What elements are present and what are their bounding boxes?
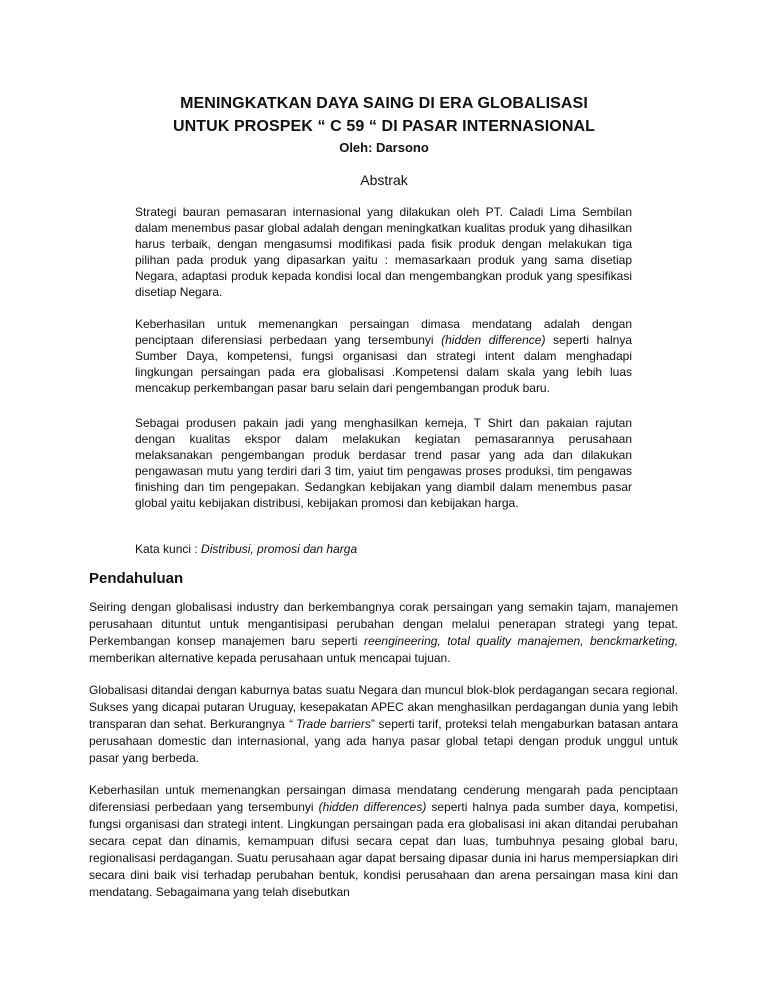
body-p2-italic: “ Trade barriers — [288, 717, 371, 731]
abstract-p2-italic: (hidden difference) — [441, 333, 546, 347]
body-p2-text-b: ” seperti tarif, proteksi telah mengaburkan batasan antara perusahaan domestic dan internasional, yang ada hanya pasar global tetapi dengan produk unggul untuk pasar yang berbeda. — [89, 717, 679, 765]
abstract-p2-text-b: seperti halnya Sumber Daya, kompetensi, fungsi organisasi dan strategi intent dalam menghadapi lingkungan persaingan pada era globalisasi .Kompetensi dalam skala yang lebih luas mencakup perkembangan pasar baru selain dari pengembangan produk baru. — [135, 333, 633, 395]
body-p2-text-a: Globalisasi ditandai dengan kaburnya batas suatu Negara dan muncul blok-blok perdagangan secara regional. Sukses yang dicapai putaran Uruguay, kesepakatan APEC akan menghasilkan perdagangan dunia yang lebih transparan dan sehat. Berkurangnya — [89, 683, 678, 731]
body-p1-text-b: memberikan alternative kepada perusahaan untuk mencapai tujuan. — [89, 651, 451, 665]
title-line-1: MENINGKATKAN DAYA SAING DI ERA GLOBALISASI — [180, 95, 588, 112]
keywords-label: Kata kunci : — [135, 542, 202, 556]
body-paragraph-3 — [89, 782, 678, 901]
body-p1-italic: reengineering, total quality manajemen, benckmarketing, — [364, 634, 678, 648]
keywords-value: Distribusi, promosi dan harga — [201, 542, 358, 556]
abstract-paragraph-3: Sebagai produsen pakain jadi yang menghasilkan kemeja, T Shirt dan pakaian rajutan dengan kualitas ekspor dalam melakukan kegiatan pemasarannya perusahaan melaksanakan pengembangan produk berdasar trend pasar yang ada dan dilakukan pengawasan mutu yang terdiri dari 3 tim, yaiut tim pengawas proses produksi, tim pengawas finishing dan tim pengepakan. Sedangkan kebijakan yang diambil dalam menembus pasar global yaitu kebijakan distribusi, kebijakan promosi dan kebijakan harga. — [135, 416, 632, 510]
abstract-paragraph-1: Strategi bauran pemasaran internasional yang dilakukan oleh PT. Caladi Lima Sembilan dalam menembus pasar global adalah dengan meningkatkan kualitas produk yang dihasilkan harus terbaik, dengan mengasumsi modifikasi pada fisik produk dengan melakukan tiga pilihan pada produk yang dipasarkan yaitu : memasarkaan produk yang sama disetiap Negara, adaptasi produk kepada kondisi local dan mengembangkan produk yang spesifikasi disetiap Negara. — [135, 205, 632, 299]
keywords — [135, 542, 357, 556]
body-p3-text-b: seperti halnya pada sumber daya, kompetisi, fungsi organisasi dan strategi intent. Lingkungan persaingan pada era globalisasi ini akan ditandai perubahan secara cepat dan dinamis, kemampuan difusi secara cepat dan luas, tumbuhnya pesaing global baru, regionalisasi perdagangan. Suatu perusahaan agar dapat bersaing dipasar dunia ini harus mempersiapkan diri secara dini baik visi terhadap perubahan bentuk, kondisi perusahaan dan arena persaingan masa kini dan mendatang. Sebagaimana yang telah disebutkan — [89, 800, 679, 899]
body-p3-text-a: Keberhasilan untuk memenangkan persaingan dimasa mendatang cenderung mengarah pada penciptaan diferensiasi perbedaan yang tersembunyi — [89, 783, 678, 814]
body-paragraph-1 — [89, 599, 678, 667]
abstract-paragraph-2 — [135, 316, 632, 396]
body-p3-italic: (hidden differences) — [318, 800, 427, 814]
abstract-heading: Abstrak — [360, 172, 408, 188]
section-heading: Pendahuluan — [89, 570, 184, 587]
title-line-2: UNTUK PROSPEK “ C 59 “ DI PASAR INTERNASIONAL — [172, 118, 596, 135]
body-paragraph-2 — [89, 682, 678, 767]
abstract-p2-text-a: Keberhasilan untuk memenangkan persaingan dimasa mendatang adalah dengan penciptaan diferensiasi perbedaan yang tersembunyi — [135, 317, 632, 347]
body-p1-text-a: Seiring dengan globalisasi industry dan berkembangnya corak persaingan yang semakin tajam, manajemen perusahaan dituntut untuk mengantisipasi perubahan dengan melalui penerapan strategi yang tepat. Perkembangan konsep manajemen baru seperti — [89, 600, 678, 648]
author-line: Oleh: Darsono — [339, 140, 429, 155]
